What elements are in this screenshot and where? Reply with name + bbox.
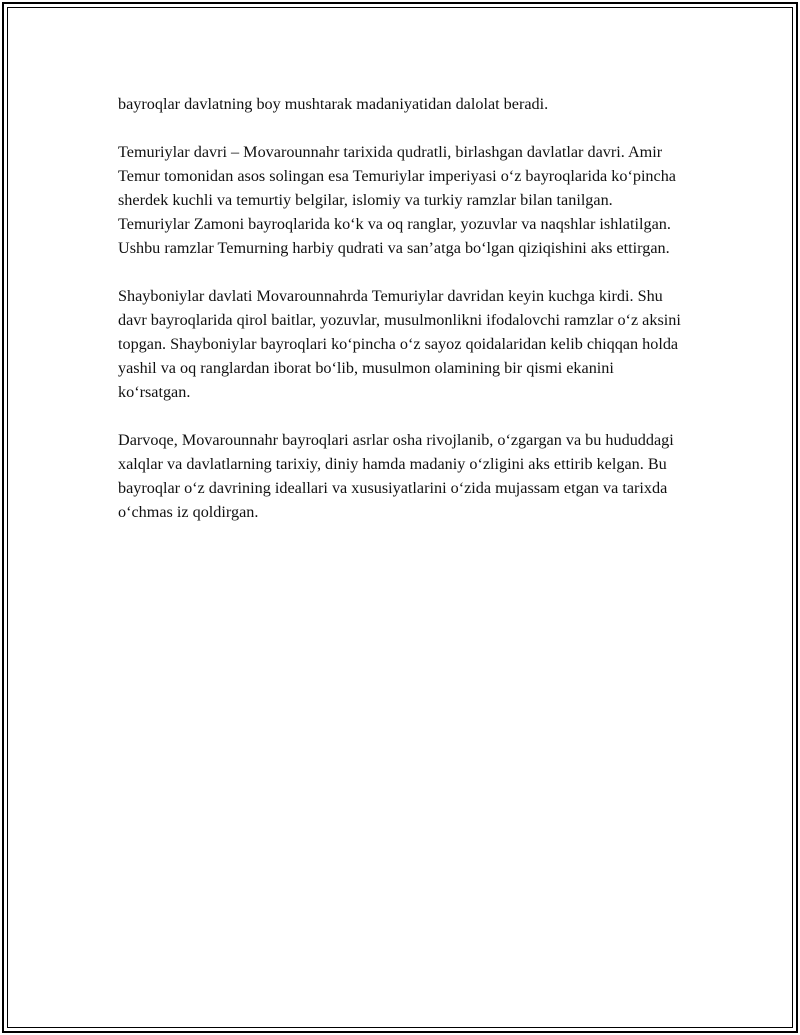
paragraph-2: Temuriylar davri – Movarounnahr tarixida qudratli, birlashgan davlatlar davri. Amir Temur tomonidan asos solingan esa Temuriylar imperiyasi o‘z bayroqlarida ko‘pincha sherdek kuchli va temurtiy belgilar, islomiy va turkiy ramzlar bilan tanilgan. Temuriylar Zamoni bayroqlarida ko‘k va oq ranglar, yozuvlar va naqshlar ishlatilgan. Ushbu ramzlar Temurning harbiy qudrati va san’atga bo‘lgan qiziqishini aks ettirgan. — [118, 143, 676, 257]
paragraph-1: bayroqlar davlatning boy mushtarak madaniyatidan dalolat beradi. — [118, 95, 549, 113]
paragraph-4: Darvoqe, Movarounnahr bayroqlari asrlar osha rivojlanib, o‘zgargan va bu hududdagi xalqlar va davlatlarning tarixiy, diniy hamda madaniy o‘zligini aks ettirib kelgan. Bu bayroqlar o‘z davrining ideallari va xususiyatlarini o‘zida mujassam etgan va tarixda o‘chmas iz qoldirgan. — [118, 431, 674, 521]
document-body — [118, 92, 688, 548]
paragraph-3: Shayboniylar davlati Movarounnahrda Temuriylar davridan keyin kuchga kirdi. Shu davr bayroqlarida qirol baitlar, yozuvlar, musulmonlikni ifodalovchi ramzlar o‘z aksini topgan. Shayboniylar bayroqlari ko‘pincha o‘z sayoz qoidalaridan kelib chiqqan holda yashil va oq ranglardan iborat bo‘lib, musulmon olamining bir qismi ekanini ko‘rsatgan. — [118, 287, 681, 401]
